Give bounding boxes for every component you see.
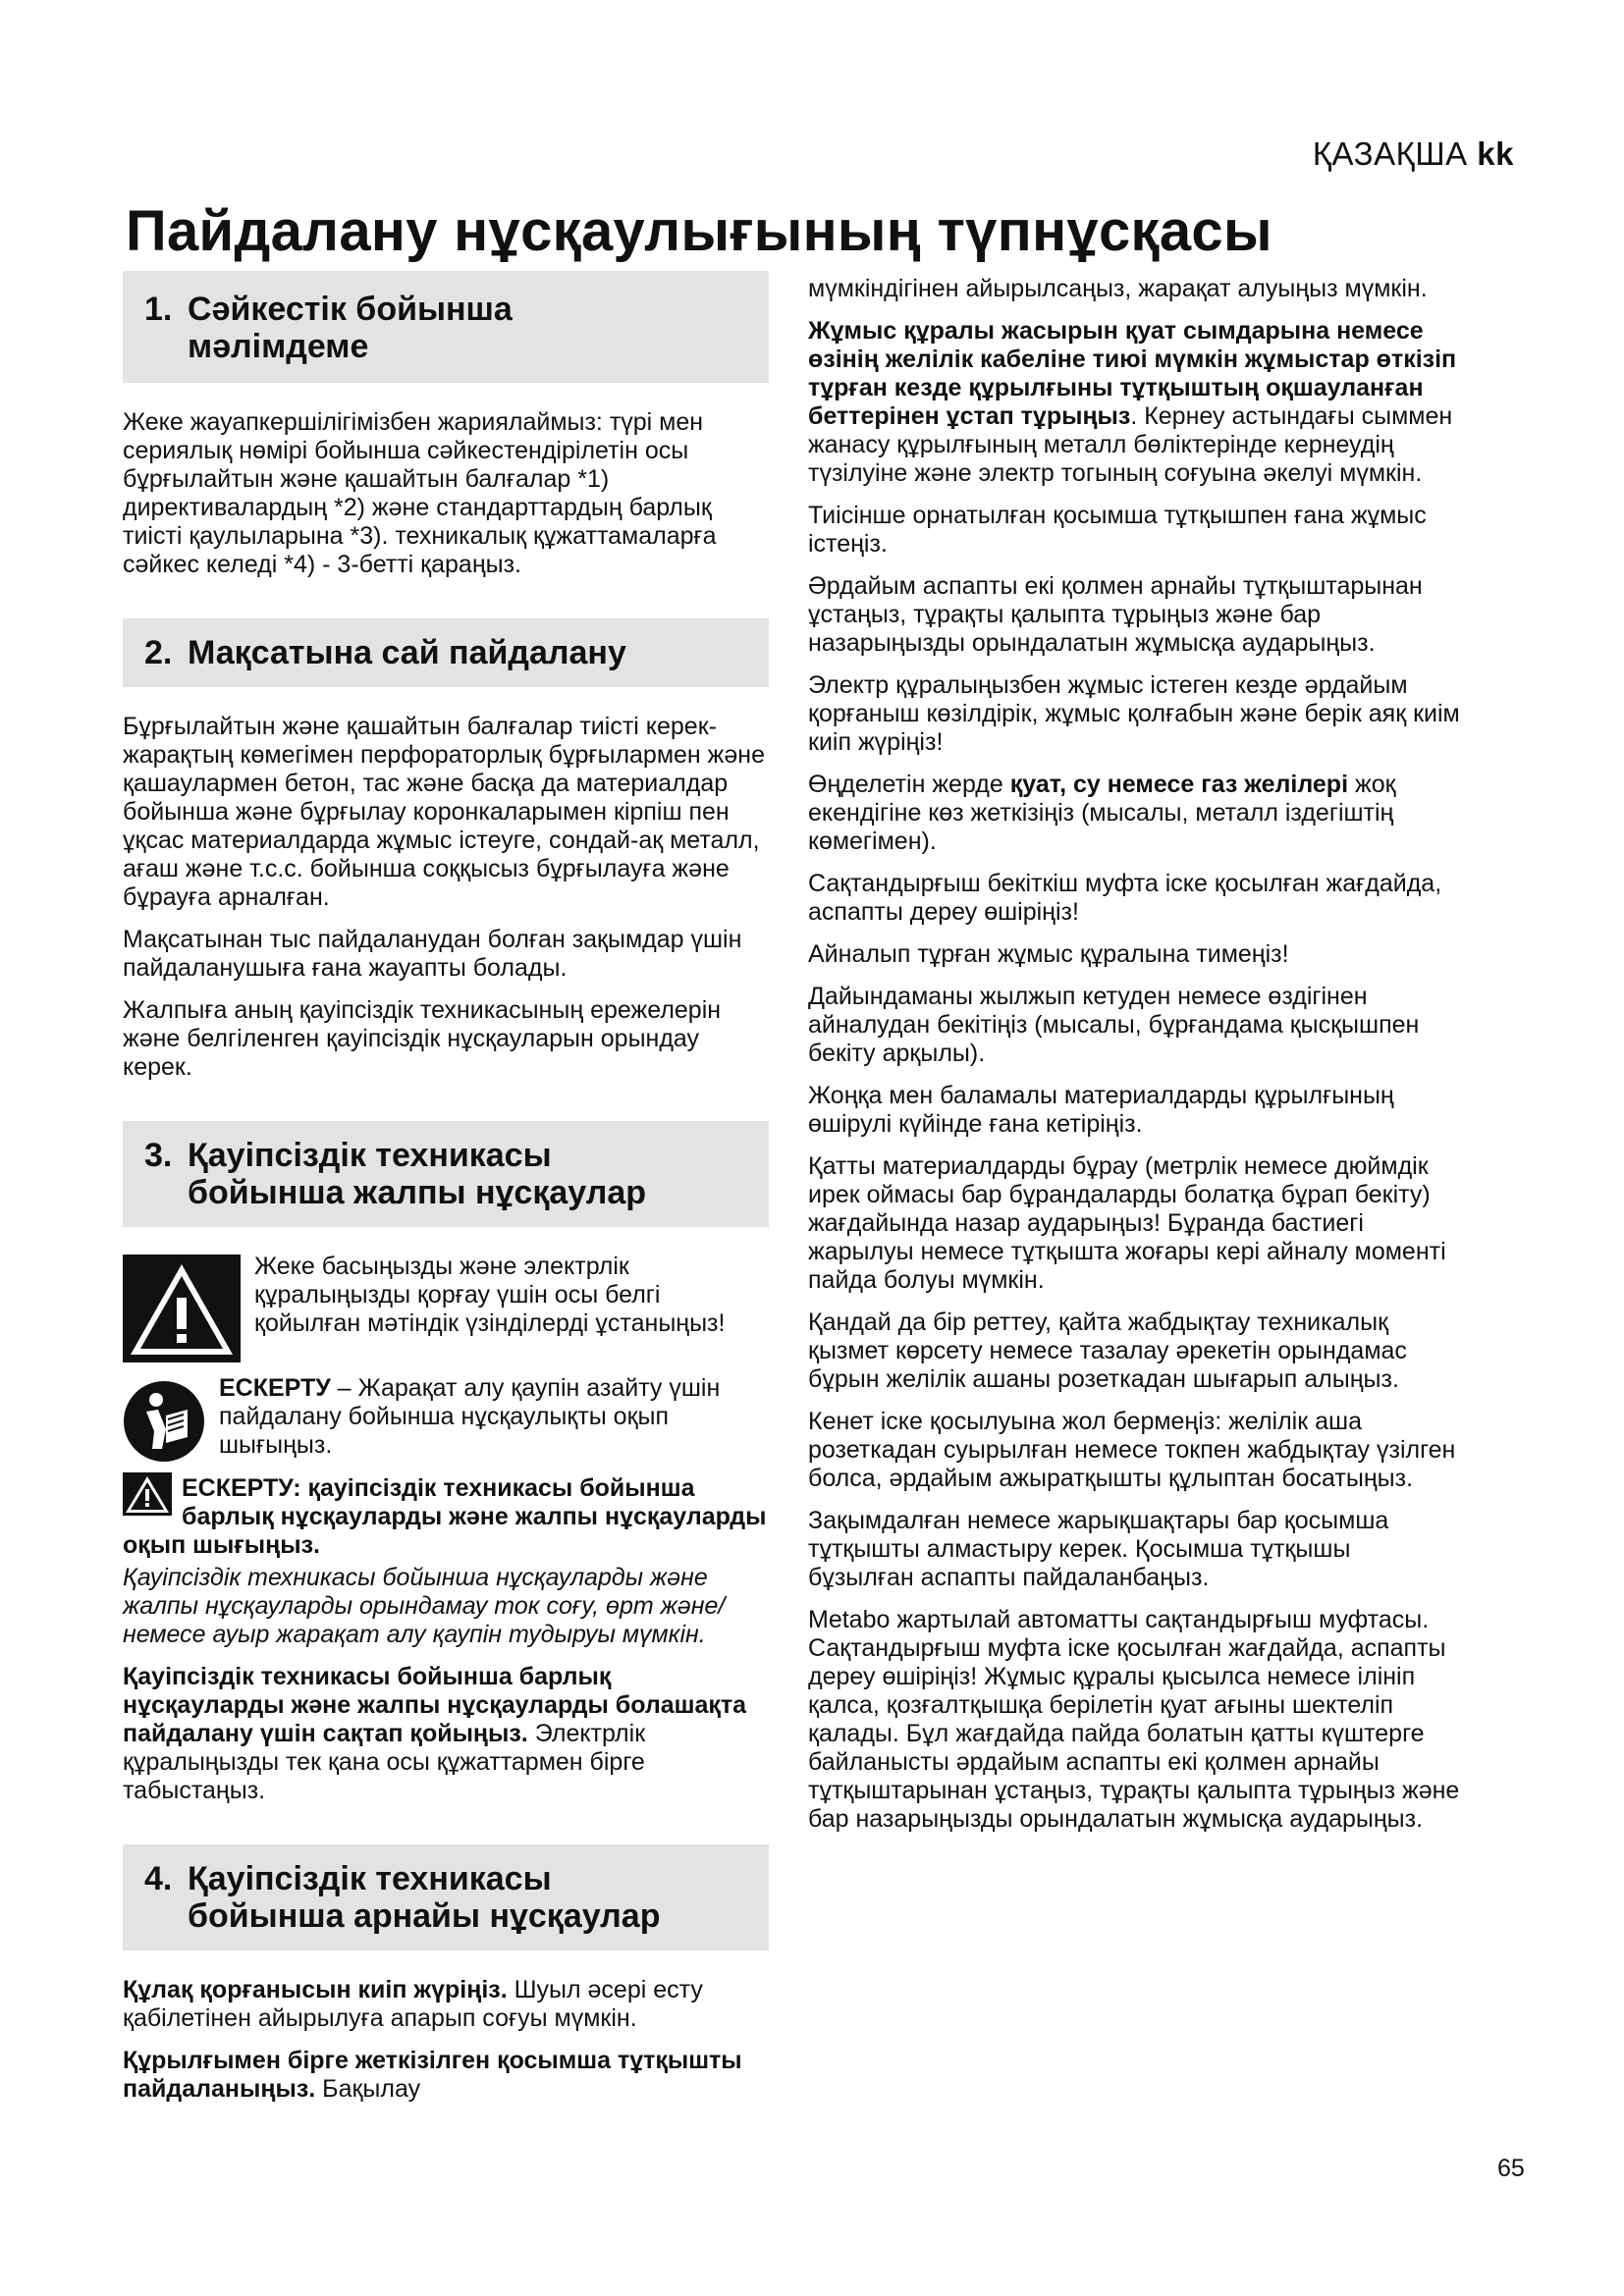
general-warning: ЕСКЕРТУ: қауіпсіздік техникасы бойынша барлық нұсқауларды және жалпы нұсқауларды оқып шығыңыз. (123, 1474, 767, 1559)
section-1-heading: 1. Сәйкестік бойынша мәлімдеме (123, 271, 769, 383)
language-label (1313, 135, 1514, 173)
left-column (123, 271, 769, 2117)
read-manual-text: ЕСКЕРТУ – Жарақат алу қаупін азайту үшін пайдалану бойынша нұсқаулықты оқып шығыңыз. (219, 1374, 721, 1459)
read-manual-icon (123, 1380, 205, 1463)
right-para-14: Зақымдалған немесе жарықшақтары бар қосымша тұтқышты алмастыру керек. Қосымша тұтқышы бұзылған аспапты пайдаланбаңыз. (808, 1507, 1389, 1591)
warning-triangle-icon (123, 1255, 241, 1362)
section-2-text-2: Мақсатынан тыс пайдаланудан болған зақымдар үшін пайдаланушыға ғана жауапты болады. (123, 926, 742, 982)
warning-symbol-row (123, 1253, 769, 1362)
right-para-10: Жоңқа мен баламалы материалдарды құрылғының өшірулі күйінде ғана кетіріңіз. (808, 1082, 1394, 1138)
general-warning-consequence: Қауіпсіздік техникасы бойынша нұсқауларды және жалпы нұсқауларды орындамау ток соғу, өрт және/немесе ауыр жарақат алу қаупін тудыруы мүмкін. (123, 1564, 726, 1648)
right-para-15: Сақтандырғыш муфта іске қосылған жағдайда, аспапты дереу өшіріңіз! Жұмыс құралы қысылса немесе ілініп қалса, қозғалтқышқа берілетін қуат ағыны шектеліп қалады. Бұл жағдайда пайда болатын қатты күштерге байланысты әрдайым аспапты екі қолмен арнайы тұтқыштарынан ұстаңыз, тұрақты қалыпта тұрыңыз және бар назарыңызды орындалатын жұмысқа аударыңыз. (808, 1634, 1460, 1833)
right-column (808, 275, 1461, 1847)
right-para-9: Дайындаманы жылжып кетуден немесе өздігінен айналудан бекітіңіз (мысалы, бұрғандама қысқышпен бекіту арқылы). (808, 983, 1420, 1067)
language-name: ҚАЗАҚША (1312, 135, 1468, 172)
right-para-1: мүмкіндігінен айырылсаңыз, жарақат алуыңыз мүмкін. (808, 275, 1428, 302)
hearing-protection: Құлақ қорғанысын киіп жүріңіз. Шуыл әсері есту қабілетінен айырылуға апарып соғуы мүмкін. (123, 1976, 703, 2032)
read-manual-row (123, 1374, 769, 1463)
language-code: kk (1477, 135, 1514, 172)
page-title: Пайдалану нұсқаулығының түпнұсқасы (126, 199, 1272, 263)
section-2-heading: 2. Мақсатына сай пайдалану (123, 618, 769, 687)
section-3-heading: 3. Қауіпсіздік техникасы бойынша жалпы нұсқаулар (123, 1121, 769, 1227)
section-1-text: Жеке жауапкершілігімізбен жариялаймыз: түрі мен сериялық нөмірі бойынша сәйкестендірілетін осы бұрғылайтын және қашайтын балғалар *1) директивалардың *2) және стандарттардың барлық тиісті қаулыларына *3). техникалық құжаттамаларға сәйкес келеді *4) - 3-бетті қараңыз. (123, 408, 717, 578)
right-para-12: Қандай да бір реттеу, қайта жабдықтау техникалық қызмет көрсету немесе тазалау әрекетін орындамас бұрын желілік ашаны розеткадан шығарып алыңыз. (808, 1308, 1407, 1393)
right-para-7: Сақтандырғыш бекіткіш муфта іске қосылған жағдайда, аспапты дереу өшіріңіз! (808, 870, 1442, 926)
section-4-heading: 4. Қауіпсіздік техникасы бойынша арнайы нұсқаулар (123, 1844, 769, 1950)
right-para-13: Кенет іске қосылуына жол бермеңіз: желілік аша розеткадан суырылған немесе токпен жабдықтау үзілген болса, әрдайым ажыратқышты құлыптан босатыңыз. (808, 1408, 1456, 1492)
right-para-2: Жұмыс құралы жасырын қуат сымдарына немесе өзінің желілік кабеліне тиюі мүмкін жұмыстар өткізіп тұрған кезде құрылғыны тұтқыштың оқшауланған беттерінен ұстап тұрыңыз. Кернеу астындағы сыммен жанасу құрылғының металл бөліктерінде кернеудің түзілуіне және электр тогының соғуына әкелуі мүмкін. (808, 317, 1457, 487)
warning-symbol-text: Жеке басыңызды және электрлік құралыңызды қорғау үшін осы белгі қойылған мәтіндік үзінділерді ұстаныңыз! (254, 1253, 726, 1337)
right-para-15-title: Metabo жартылай автоматты сақтандырғыш муфтасы. (808, 1606, 1430, 1633)
right-para-4: Әрдайым аспапты екі қолмен арнайы тұтқыштарынан ұстаңыз, тұрақты қалыпта тұрыңыз және бар назарыңызды орындалатын жұмысқа аударыңыз. (808, 572, 1423, 657)
section-2-text-3: Жалпыға аның қауіпсіздік техникасының ережелерін және белгіленген қауіпсіздік нұсқауларын орындау керек. (123, 996, 722, 1081)
right-para-8: Айналып тұрған жұмыс құралына тимеңіз! (808, 940, 1289, 968)
right-para-6: Өңделетін жерде қуат, су немесе газ желілері жоқ екендігіне көз жеткізіңіз (мысалы, металл іздегіштің көмегімен). (808, 771, 1396, 855)
right-para-5: Электр құралыңызбен жұмыс істеген кезде әрдайым қорғаныш көзілдірік, жұмыс қолғабын және берік аяқ киім киіп жүріңіз! (808, 671, 1460, 756)
right-para-11: Қатты материалдарды бұрау (метрлік немесе дюймдік ирек оймасы бар бұрандаларды болатқа бұрап бекіту) жағдайында назар аударыңыз! Бұранда бастиегі жарылуы немесе тұтқышта жоғары кері айналу моменті пайда болуы мүмкін. (808, 1152, 1446, 1294)
right-para-3: Тиісінше орнатылған қосымша тұтқышпен ғана жұмыс істеңіз. (808, 502, 1427, 558)
small-warning-triangle-icon (123, 1472, 172, 1516)
auxiliary-handle: Құрылғымен бірге жеткізілген қосымша тұтқышты пайдаланыңыз. Бақылау (123, 2047, 742, 2103)
section-2-text-1: Бұрғылайтын және қашайтын балғалар тиісті керек-жарақтың көмегімен перфораторлық бұрғылармен және қашаулармен бетон, тас және басқа да материалдар бойынша және бұрғылау коронкаларымен кірпіш пен ұқсас материалдарда жұмыс істеуге, сондай-ақ металл, ағаш және т.с.с. бойынша соққысыз бұрғылауға және бұрауға арналған. (123, 713, 766, 911)
page-number: 65 (1497, 2155, 1525, 2182)
keep-instructions: Қауіпсіздік техникасы бойынша барлық нұсқауларды және жалпы нұсқауларды болашақта пайдалану үшін сақтап қойыңыз. Электрлік құралыңызды тек қана осы құжаттармен бірге табыстаңыз. (123, 1663, 747, 1804)
